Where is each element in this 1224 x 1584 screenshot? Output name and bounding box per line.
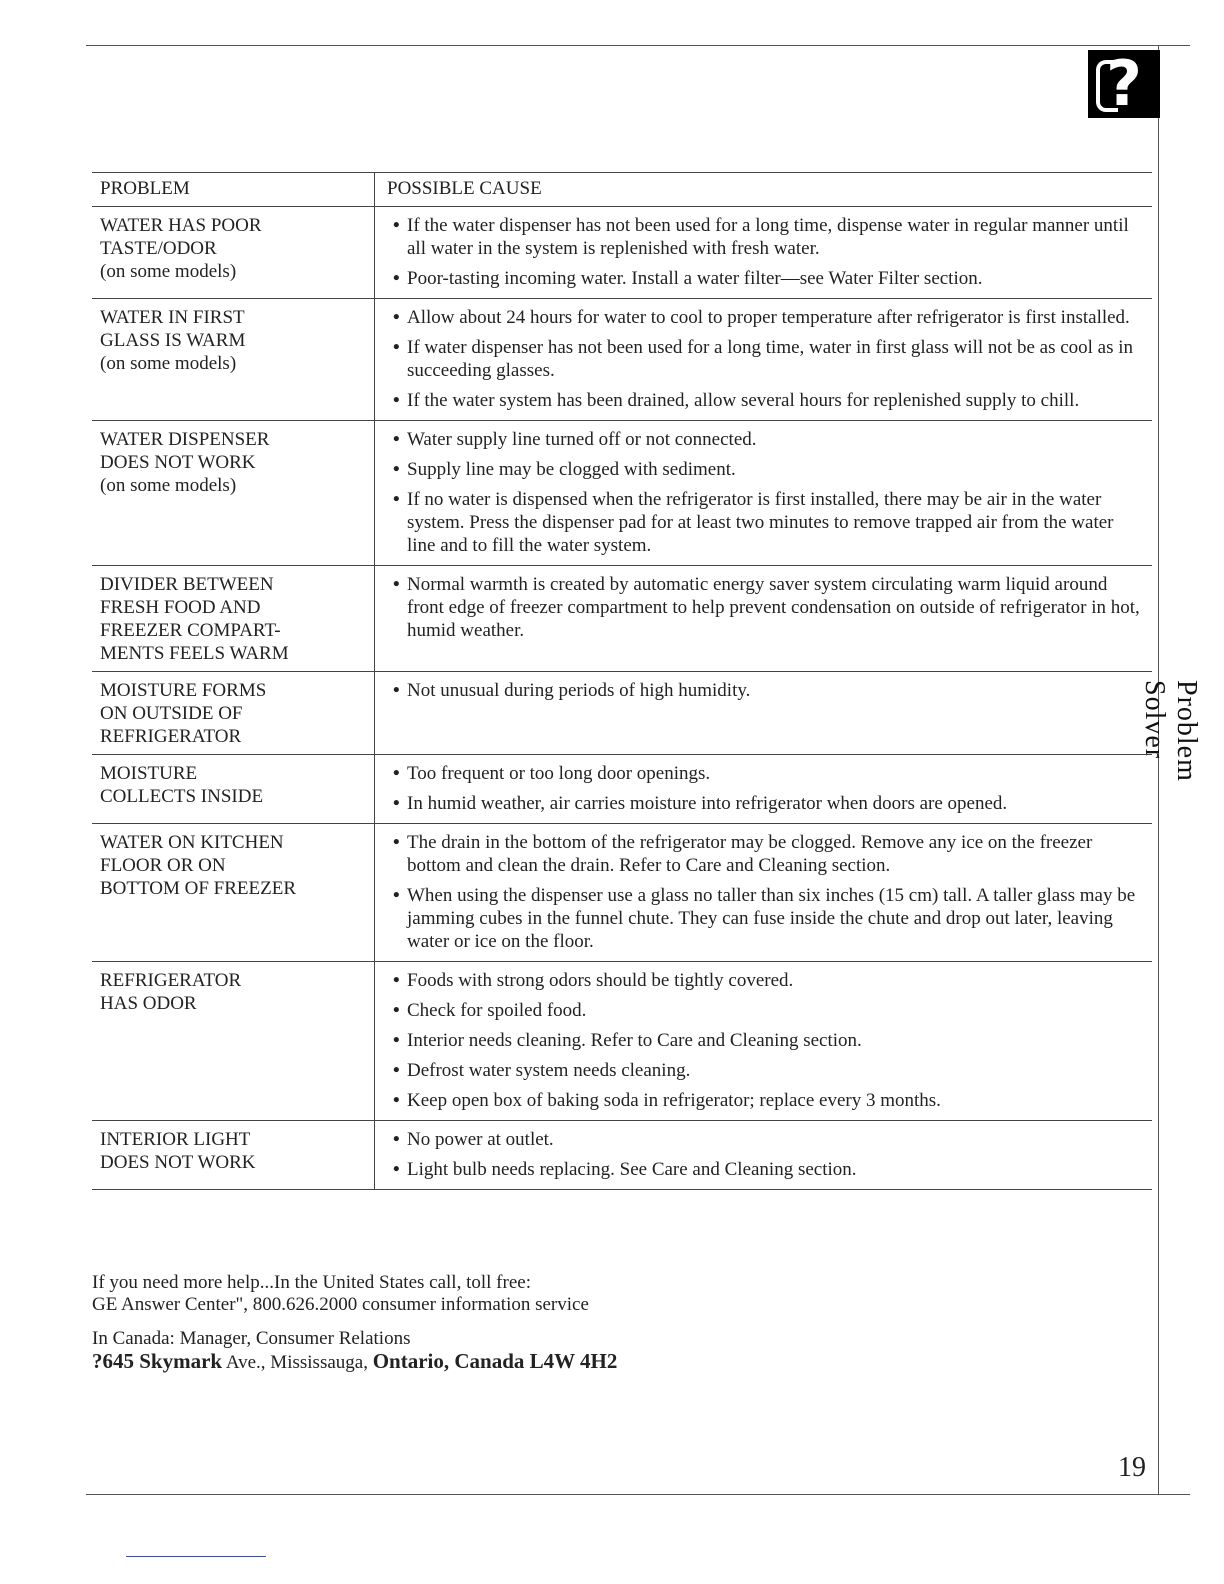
cause-item — [387, 306, 1144, 329]
bullet-icon: • — [393, 1060, 400, 1081]
problem-text: WATER ON KITCHEN — [100, 832, 284, 853]
bullet-icon: • — [393, 390, 400, 411]
cause-cell — [375, 1121, 1153, 1190]
problem-text: (on some models) — [100, 353, 237, 374]
bullet-icon: • — [393, 1159, 400, 1180]
bullet-icon: • — [393, 1000, 400, 1021]
bullet-icon: • — [393, 1030, 400, 1051]
cause-text: Normal warmth is created by automatic energy saver system circulating warm liquid around front edge of freezer compartment to help prevent condensation on outside of refrigerator in hot, humid weather. — [407, 574, 1140, 641]
cause-text: Water supply line turned off or not connected. — [407, 429, 757, 450]
cause-item — [387, 884, 1144, 953]
cause-text: No power at outlet. — [407, 1129, 554, 1150]
problem-text: DIVIDER BETWEEN — [100, 574, 274, 595]
cause-item — [387, 679, 1144, 702]
canada-city: Ave., Mississauga, — [225, 1352, 368, 1373]
cause-cell — [375, 566, 1153, 672]
bullet-icon: • — [393, 459, 400, 480]
cause-text: If the water dispenser has not been used for a long time, dispense water in regular manner until all water in the system is replenished with fresh water. — [407, 215, 1129, 259]
bullet-icon: • — [393, 574, 400, 595]
problem-text: FLOOR OR ON — [100, 855, 226, 876]
problem-cell — [92, 1121, 375, 1190]
logo-hook-shape — [1096, 60, 1118, 112]
problem-text: COLLECTS INSIDE — [100, 786, 264, 807]
bullet-icon: • — [393, 215, 400, 236]
problem-cell — [92, 421, 375, 566]
problem-text: WATER DISPENSER — [100, 429, 270, 450]
table-row — [92, 755, 1152, 824]
cause-text: If the water system has been drained, allow several hours for replenished supply to chill. — [407, 390, 1080, 411]
cause-item — [387, 1029, 1144, 1052]
table-row — [92, 421, 1152, 566]
problem-cell — [92, 755, 375, 824]
cause-item — [387, 762, 1144, 785]
problem-text: HAS ODOR — [100, 993, 197, 1014]
problem-solver-table — [92, 172, 1152, 1190]
bottom-edge-mark — [126, 1556, 266, 1557]
problem-solver-logo — [1088, 47, 1160, 120]
problem-cell — [92, 299, 375, 421]
cause-text: Light bulb needs replacing. See Care and Cleaning section. — [407, 1159, 857, 1180]
cause-cell — [375, 755, 1153, 824]
cause-text: Defrost water system needs cleaning. — [407, 1060, 691, 1081]
cause-cell — [375, 207, 1153, 299]
cause-item — [387, 573, 1144, 642]
bullet-icon: • — [393, 337, 400, 358]
problem-text: MENTS FEELS WARM — [100, 643, 289, 664]
cause-text: If water dispenser has not been used for a long time, water in first glass will not be as cool as in succeeding glasses. — [407, 337, 1134, 381]
problem-text: REFRIGERATOR — [100, 970, 242, 991]
problem-text: BOTTOM OF FREEZER — [100, 878, 297, 899]
problem-text: FREEZER COMPART- — [100, 620, 281, 641]
us-help-line: If you need more help...In the United States call, toll free: — [92, 1272, 531, 1293]
cause-text: Allow about 24 hours for water to cool to proper temperature after refrigerator is first installed. — [407, 307, 1130, 328]
problem-text: DOES NOT WORK — [100, 1152, 256, 1173]
cause-item — [387, 214, 1144, 260]
cause-cell — [375, 299, 1153, 421]
canada-street: ?645 Skymark — [92, 1349, 223, 1373]
problem-cell — [92, 566, 375, 672]
problem-cell — [92, 207, 375, 299]
problem-text: GLASS IS WARM — [100, 330, 246, 351]
problem-text: INTERIOR LIGHT — [100, 1129, 251, 1150]
cause-text: Interior needs cleaning. Refer to Care and Cleaning section. — [407, 1030, 862, 1051]
cause-cell — [375, 824, 1153, 962]
cause-cell — [375, 962, 1153, 1121]
problem-text: WATER IN FIRST — [100, 307, 245, 328]
bullet-icon: • — [393, 307, 400, 328]
problem-text: (on some models) — [100, 261, 237, 282]
cause-item — [387, 1089, 1144, 1112]
cause-item — [387, 488, 1144, 557]
side-section-title: Problem Solver — [1139, 680, 1202, 782]
help-footer — [92, 1272, 1142, 1374]
bullet-icon: • — [393, 429, 400, 450]
problem-cell — [92, 824, 375, 962]
problem-text: MOISTURE FORMS — [100, 680, 267, 701]
cause-item — [387, 1158, 1144, 1181]
cause-item — [387, 1059, 1144, 1082]
table-row — [92, 299, 1152, 421]
table-row — [92, 1121, 1152, 1190]
cause-item — [387, 389, 1144, 412]
question-mark-icon: ? — [1106, 47, 1142, 120]
problem-cell — [92, 672, 375, 755]
problem-cell — [92, 962, 375, 1121]
bullet-icon: • — [393, 793, 400, 814]
problem-text: DOES NOT WORK — [100, 452, 256, 473]
cause-text: Too frequent or too long door openings. — [407, 763, 711, 784]
page-number: 19 — [1118, 1452, 1146, 1483]
cause-text: When using the dispenser use a glass no taller than six inches (15 cm) tall. A taller glass may be jamming cubes in the funnel chute. They can fuse inside the chute and drop out later, leaving water or ice on the floor. — [407, 885, 1136, 952]
cause-item — [387, 267, 1144, 290]
bullet-icon: • — [393, 763, 400, 784]
cause-item — [387, 336, 1144, 382]
table-row — [92, 962, 1152, 1121]
bullet-icon: • — [393, 832, 400, 853]
cause-item — [387, 428, 1144, 451]
table-header-row — [92, 173, 1152, 207]
top-rule — [86, 45, 1190, 46]
cause-text: The drain in the bottom of the refrigerator may be clogged. Remove any ice on the freezer bottom and clean the drain. Refer to Care and Cleaning section. — [407, 832, 1093, 876]
problem-text: ON OUTSIDE OF — [100, 703, 243, 724]
canada-region: Ontario, Canada L4W 4H2 — [372, 1349, 618, 1373]
bullet-icon: • — [393, 885, 400, 906]
cause-item — [387, 831, 1144, 877]
answer-center-line: GE Answer Center", 800.626.2000 consumer information service — [92, 1294, 589, 1315]
cause-text: Foods with strong odors should be tightly covered. — [407, 970, 794, 991]
cause-text: In humid weather, air carries moisture into refrigerator when doors are opened. — [407, 793, 1008, 814]
table-row — [92, 672, 1152, 755]
cause-column-header: POSSIBLE CAUSE — [375, 173, 1153, 207]
bullet-icon: • — [393, 970, 400, 991]
cause-text: If no water is dispensed when the refrigerator is first installed, there may be air in the water system. Press the dispenser pad for at least two minutes to remove trapped air from the water line and to fill the water system. — [407, 489, 1114, 556]
bullet-icon: • — [393, 489, 400, 510]
cause-cell — [375, 421, 1153, 566]
table-row — [92, 566, 1152, 672]
cause-item — [387, 792, 1144, 815]
cause-item — [387, 999, 1144, 1022]
cause-item — [387, 1128, 1144, 1151]
cause-item — [387, 969, 1144, 992]
canada-contact-line: In Canada: Manager, Consumer Relations — [92, 1328, 411, 1349]
bottom-rule — [86, 1494, 1190, 1495]
problem-text: FRESH FOOD AND — [100, 597, 261, 618]
table-row — [92, 824, 1152, 962]
cause-item — [387, 458, 1144, 481]
cause-text: Keep open box of baking soda in refrigerator; replace every 3 months. — [407, 1090, 941, 1111]
problem-text: WATER HAS POOR — [100, 215, 262, 236]
problem-column-header: PROBLEM — [92, 173, 375, 207]
bullet-icon: • — [393, 268, 400, 289]
cause-text: Poor-tasting incoming water. Install a water filter—see Water Filter section. — [407, 268, 983, 289]
table-body — [92, 207, 1152, 1190]
bullet-icon: • — [393, 1129, 400, 1150]
cause-text: Not unusual during periods of high humidity. — [407, 680, 751, 701]
bullet-icon: • — [393, 1090, 400, 1111]
cause-text: Supply line may be clogged with sediment. — [407, 459, 736, 480]
bullet-icon: • — [393, 680, 400, 701]
problem-text: MOISTURE — [100, 763, 198, 784]
problem-text: TASTE/ODOR — [100, 238, 217, 259]
cause-cell — [375, 672, 1153, 755]
table-row — [92, 207, 1152, 299]
canada-address-line — [92, 1350, 1142, 1374]
cause-text: Check for spoiled food. — [407, 1000, 587, 1021]
problem-text: REFRIGERATOR — [100, 726, 242, 747]
problem-text: (on some models) — [100, 475, 237, 496]
